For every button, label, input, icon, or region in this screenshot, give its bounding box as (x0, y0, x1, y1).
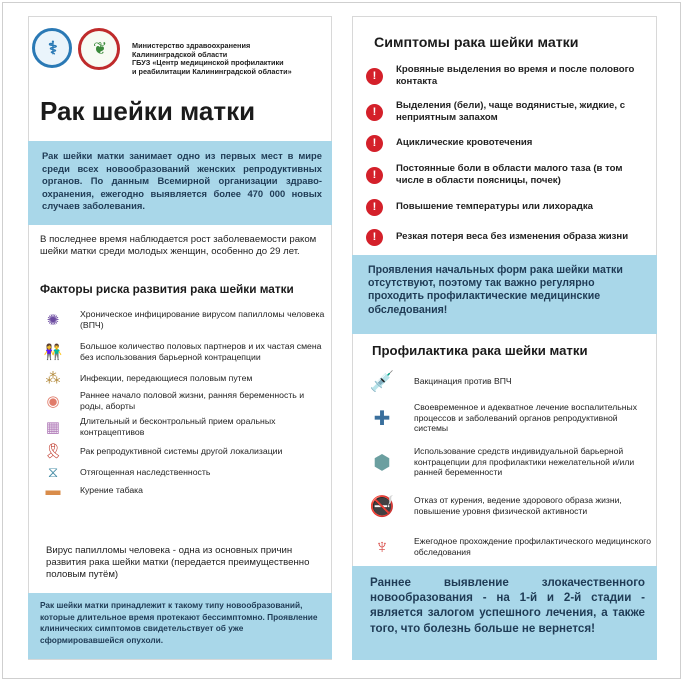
risk-factor-text: Раннее начало половой жизни, ранняя беременность и роды, аборты (80, 390, 305, 411)
risk-factor-text: Инфекции, передающиеся половым путем (80, 372, 253, 383)
outro-box: Рак шейки матки принадлежит к такому типу новообразований, которые длительное время протекают бессимптомно. Проявление клинических симптомов свидетельствует об уже сформировавшейся опухоли. (28, 593, 332, 659)
risk-factor-item (40, 369, 325, 387)
org-line: и реабилитации Калининградской области» (132, 66, 292, 76)
risk-factor-text: Отягощенная наследственность (80, 466, 211, 477)
pills-icon: ▦ (45, 419, 61, 436)
risk-factor-item (40, 415, 325, 439)
symptom-text: Постоянные боли в области малого таза (в том числе в области поясницы, почек) (396, 163, 623, 186)
risk-factor-text: Большое количество половых партнеров и их частая смена без использования барьерной контрацепции (80, 340, 322, 362)
risk-factors-list (40, 306, 325, 499)
symptom-text: Выделения (бели), чаще водянистые, жидкие, с неприятным запахом (396, 100, 626, 123)
alert-icon: ! (366, 199, 383, 216)
alert-icon: ! (366, 104, 383, 121)
symptom-item (366, 58, 651, 94)
risk-factor-text: Рак репродуктивной системы другой локализации (80, 445, 283, 456)
symptom-text: Резкая потеря веса без изменения образа жизни (396, 231, 629, 243)
risk-factor-item (40, 334, 325, 369)
alert-icon: ! (366, 167, 383, 184)
organization-name (132, 42, 328, 76)
early-detection-box: Раннее выявление злокачественного новообразования - на 1-й и 2-й стадии - является залогом успешного лечения, а также того, что болезнь больше не вернется! (352, 566, 657, 660)
risk-factor-text: Длительный и бесконтрольный прием оральных контрацептивов (80, 416, 276, 437)
symptom-item (366, 130, 651, 156)
prevention-text: Отказ от курения, ведение здорового образа жизни, повышение уровня физической активности (414, 495, 622, 516)
recent-trend-text: В последнее время наблюдается рост заболеваемости раком шейки матки среди молодых женщин, особенно до 29 лет. (40, 234, 317, 257)
symptoms-heading: Симптомы рака шейки матки (374, 35, 579, 51)
pregnancy-icon: ◉ (46, 393, 60, 410)
risk-factor-item (40, 439, 325, 463)
center-logo-icon: ❦ (78, 28, 120, 70)
contraception-icon: ⬢ (373, 451, 391, 474)
symptom-text: Кровяные выделения во время и после полового контакта (396, 64, 635, 87)
symptom-text: Ациклические кровотечения (396, 137, 533, 149)
prevention-item (366, 484, 651, 528)
risk-factor-item (40, 463, 325, 481)
intro-box: Рак шейки матки занимает одно из первых мест в мире среди всех новообразований женских репродуктивных органов. По данным Всемирной организации здраво-охранения, ежегодно выявляется более 470 000 новых случаев заболевания. (28, 141, 332, 225)
ribbon-icon: 🎗 (43, 443, 63, 460)
prevention-list (366, 366, 651, 566)
symptoms-list (366, 58, 651, 254)
prevention-heading: Профилактика рака шейки матки (372, 343, 588, 358)
symptom-item (366, 94, 651, 130)
page-title: Рак шейки матки (40, 96, 256, 126)
alert-icon: ! (366, 68, 383, 85)
prevention-text: Использование средств индивидуальной барьерной контрацепции для профилактики нежелательной и/или ранней беременности (414, 446, 635, 478)
org-line: Калининградской области (132, 49, 228, 59)
risk-factor-item (40, 481, 325, 499)
prevention-item (366, 528, 651, 566)
risk-factor-text: Курение табака (80, 484, 144, 495)
prevention-item (366, 366, 651, 396)
risk-factor-text: Хроническое инфицирование вирусом папилломы человека (ВПЧ) (80, 309, 325, 330)
virus-icon: ✺ (46, 312, 60, 329)
risk-factor-item (40, 387, 325, 415)
no-smoking-icon: 🚭 (369, 495, 395, 518)
logos (32, 26, 126, 88)
prevention-item (366, 440, 651, 484)
hpv-note: Вирус папилломы человека - одна из основных причин развития рака шейки матки (передается преимущественно половым путём) (46, 545, 310, 580)
symptom-item (366, 220, 651, 254)
alert-icon: ! (366, 229, 383, 246)
prevention-text: Ежегодное прохождение профилактического медицинского обследования (414, 536, 651, 557)
prevention-item (366, 396, 651, 440)
ministry-logo-icon: ⚕ (32, 28, 72, 68)
syringe-icon: 💉 (369, 370, 395, 393)
exam-chair-icon: ♆ (374, 535, 390, 558)
org-line: ГБУЗ «Центр медицинской профилактики (132, 58, 284, 68)
prevention-text: Своевременное и адекватное лечение воспалительных процессов и заболеваний органов репродуктивной системы (414, 402, 638, 434)
risk-factors-heading: Факторы риска развития рака шейки матки (40, 282, 294, 296)
org-line: Министерство здравоохранения (132, 41, 251, 50)
risk-factor-item (40, 306, 325, 334)
infection-icon: ⁂ (45, 370, 61, 387)
symptom-text: Повышение температуры или лихорадка (396, 201, 593, 213)
cigarette-icon: ▬ (45, 481, 61, 499)
warning-box: Проявления начальных форм рака шейки матки отсутствуют, поэтому так важно регулярно проходить профилактические медицинские обследования! (352, 255, 657, 334)
partners-icon: 👫 (43, 343, 63, 361)
dna-icon: ⧖ (47, 463, 59, 481)
treatment-icon: ✚ (373, 407, 391, 430)
prevention-text: Вакцинация против ВПЧ (414, 375, 512, 386)
symptom-item (366, 194, 651, 220)
symptom-item (366, 156, 651, 194)
alert-icon: ! (366, 135, 383, 152)
